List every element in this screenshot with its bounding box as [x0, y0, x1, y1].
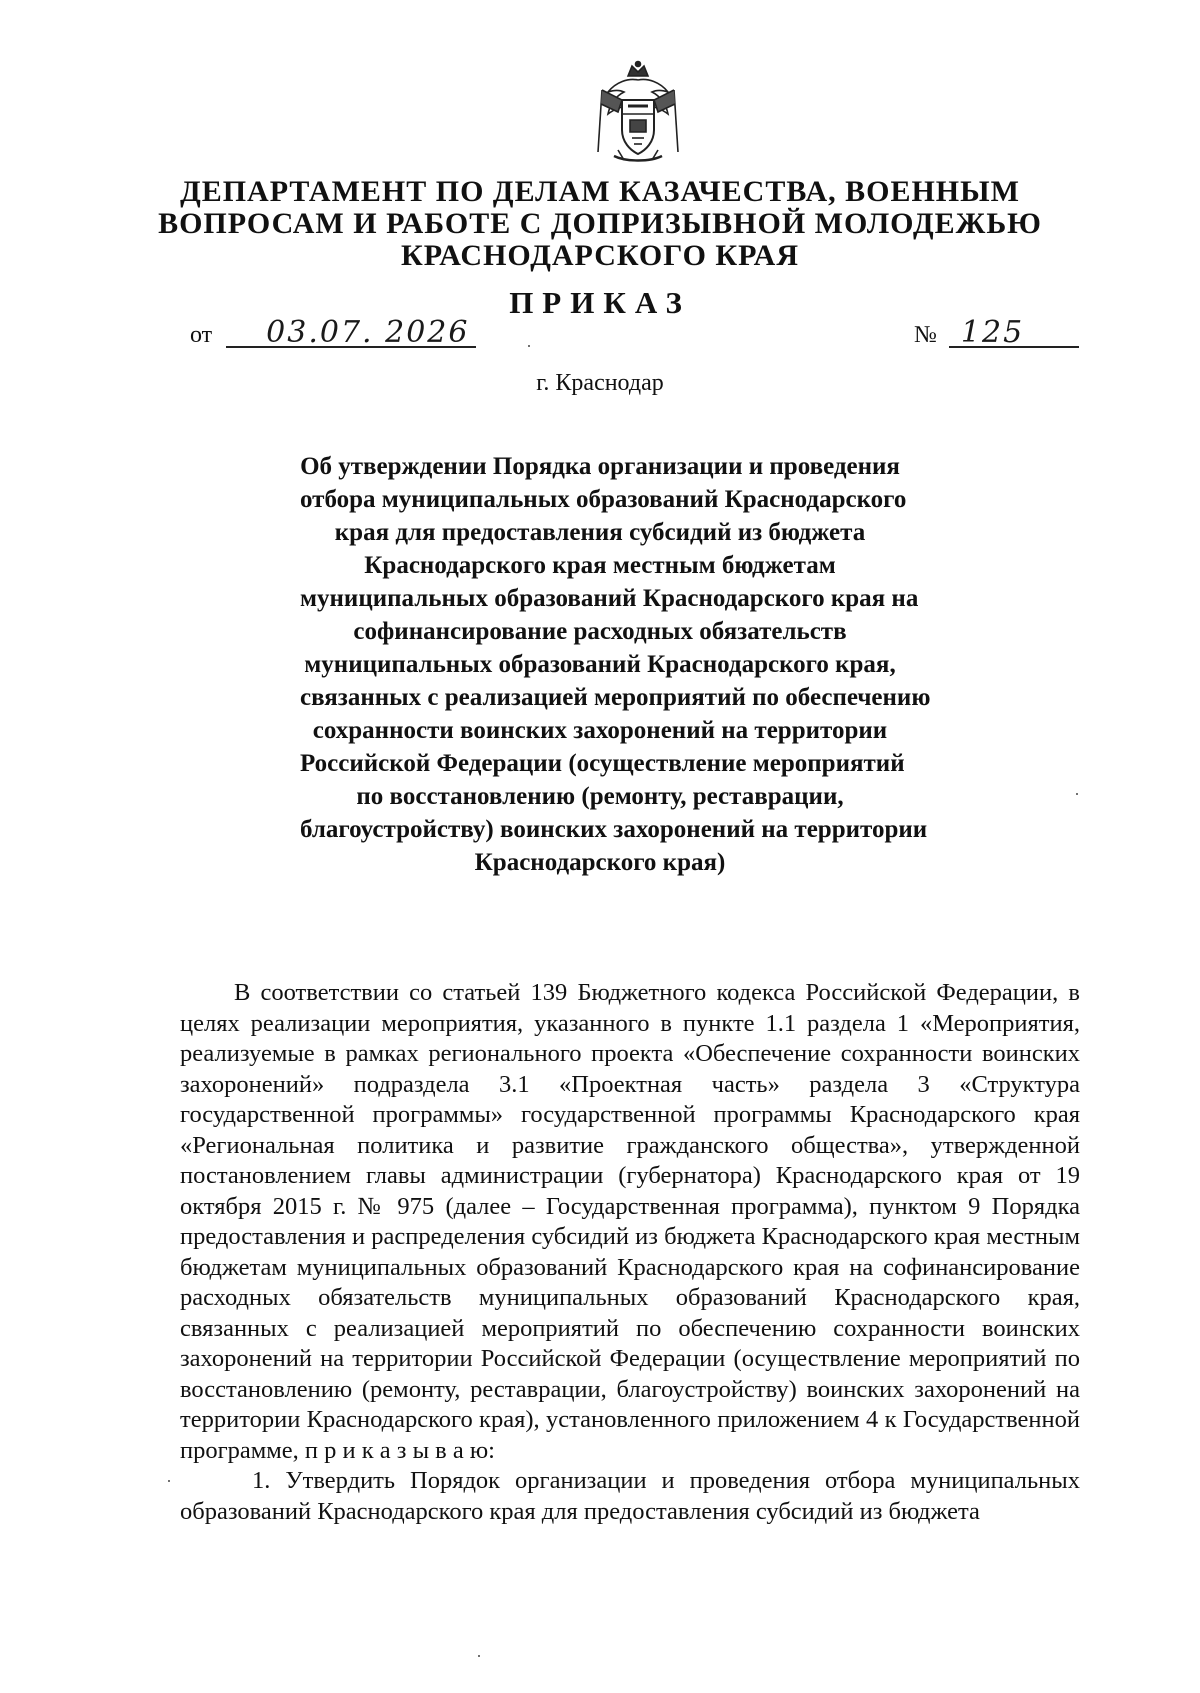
- scan-speck: [528, 345, 530, 347]
- subject-line: софинансирование расходных обязательств: [353, 618, 847, 645]
- order-subject: [300, 450, 931, 879]
- subject-line: Об утверждении Порядка организации и проведения: [300, 453, 900, 480]
- date-row: [190, 315, 476, 350]
- subject-line: края для предоставления субсидий из бюджета: [334, 519, 866, 546]
- date-prefix: от: [190, 322, 213, 348]
- number-value: 125: [949, 320, 1079, 348]
- subject-line: Краснодарского края местным бюджетам: [364, 552, 836, 579]
- subject-line: благоустройству) воинских захоронений на территории: [300, 816, 928, 843]
- city: г. Краснодар: [536, 370, 664, 396]
- department-line-3: КРАСНОДАРСКОГО КРАЯ: [401, 239, 799, 272]
- department-line-2: ВОПРОСАМ И РАБОТЕ С ДОПРИЗЫВНОЙ МОЛОДЕЖЬЮ: [158, 207, 1042, 240]
- department-line-1: ДЕПАРТАМЕНТ ПО ДЕЛАМ КАЗАЧЕСТВА, ВОЕННЫМ: [180, 175, 1020, 208]
- order-body: [180, 978, 1080, 1527]
- subject-line: Российской Федерации (осуществление мероприятий: [300, 750, 905, 777]
- order-item-1: 1. Утвердить Порядок организации и проведения отбора муниципальных образований Краснодарского края для предоставления субсидий из бюджета: [180, 1467, 1080, 1525]
- scan-speck: [168, 1480, 170, 1482]
- subject-line: муниципальных образований Краснодарского края,: [304, 651, 896, 678]
- subject-line: отбора муниципальных образований Краснодарского: [300, 486, 907, 513]
- date-value: 03.07. 2026: [226, 320, 476, 348]
- preamble-paragraph: В соответствии со статьей 139 Бюджетного кодекса Российской Федерации, в целях реализации мероприятия, указанного в пункте 1.1 раздела 1 «Мероприятия, реализуемые в рамках регионального проекта «Обеспечение сохранности воинских захоронений» подраздела 3.1 «Проектная часть» раздела 3 «Структура государственной программы» государственной программы Краснодарского края «Региональная политика и развитие гражданского общества», утвержденной постановлением главы администрации (губернатора) Краснодарского края от 19 октября 2015 г. № 975 (далее – Государственная программа), пунктом 9 Порядка предоставления и распределения субсидий из бюджета Краснодарского края местным бюджетам муниципальных образований Краснодарского края на софинансирование расходных обязательств муниципальных образований Краснодарского края, связанных с реализацией мероприятий по обеспечению сохранности воинских захоронений на территории Российской Федерации (осуществление мероприятий по восстановлению (ремонту, реставрации, благоустройству) воинских захоронений на территории Краснодарского края), установленного приложением 4 к Государственной программе, п р и к а з ы в а ю:: [180, 979, 1080, 1464]
- subject-line: муниципальных образований Краснодарского края на: [300, 585, 919, 612]
- subject-line: сохранности воинских захоронений на территории: [312, 717, 888, 744]
- coat-of-arms-icon: [588, 60, 688, 166]
- number-row: [914, 315, 1079, 350]
- department-title: [150, 176, 1050, 272]
- number-prefix: №: [914, 322, 937, 348]
- scan-speck: [478, 1655, 480, 1657]
- subject-line: связанных с реализацией мероприятий по обеспечению: [300, 684, 931, 711]
- subject-line: Краснодарского края): [474, 849, 726, 876]
- document-type: ПРИКАЗ: [509, 285, 691, 320]
- subject-line: по восстановлению (ремонту, реставрации,: [356, 783, 844, 810]
- scan-speck: [1076, 793, 1078, 795]
